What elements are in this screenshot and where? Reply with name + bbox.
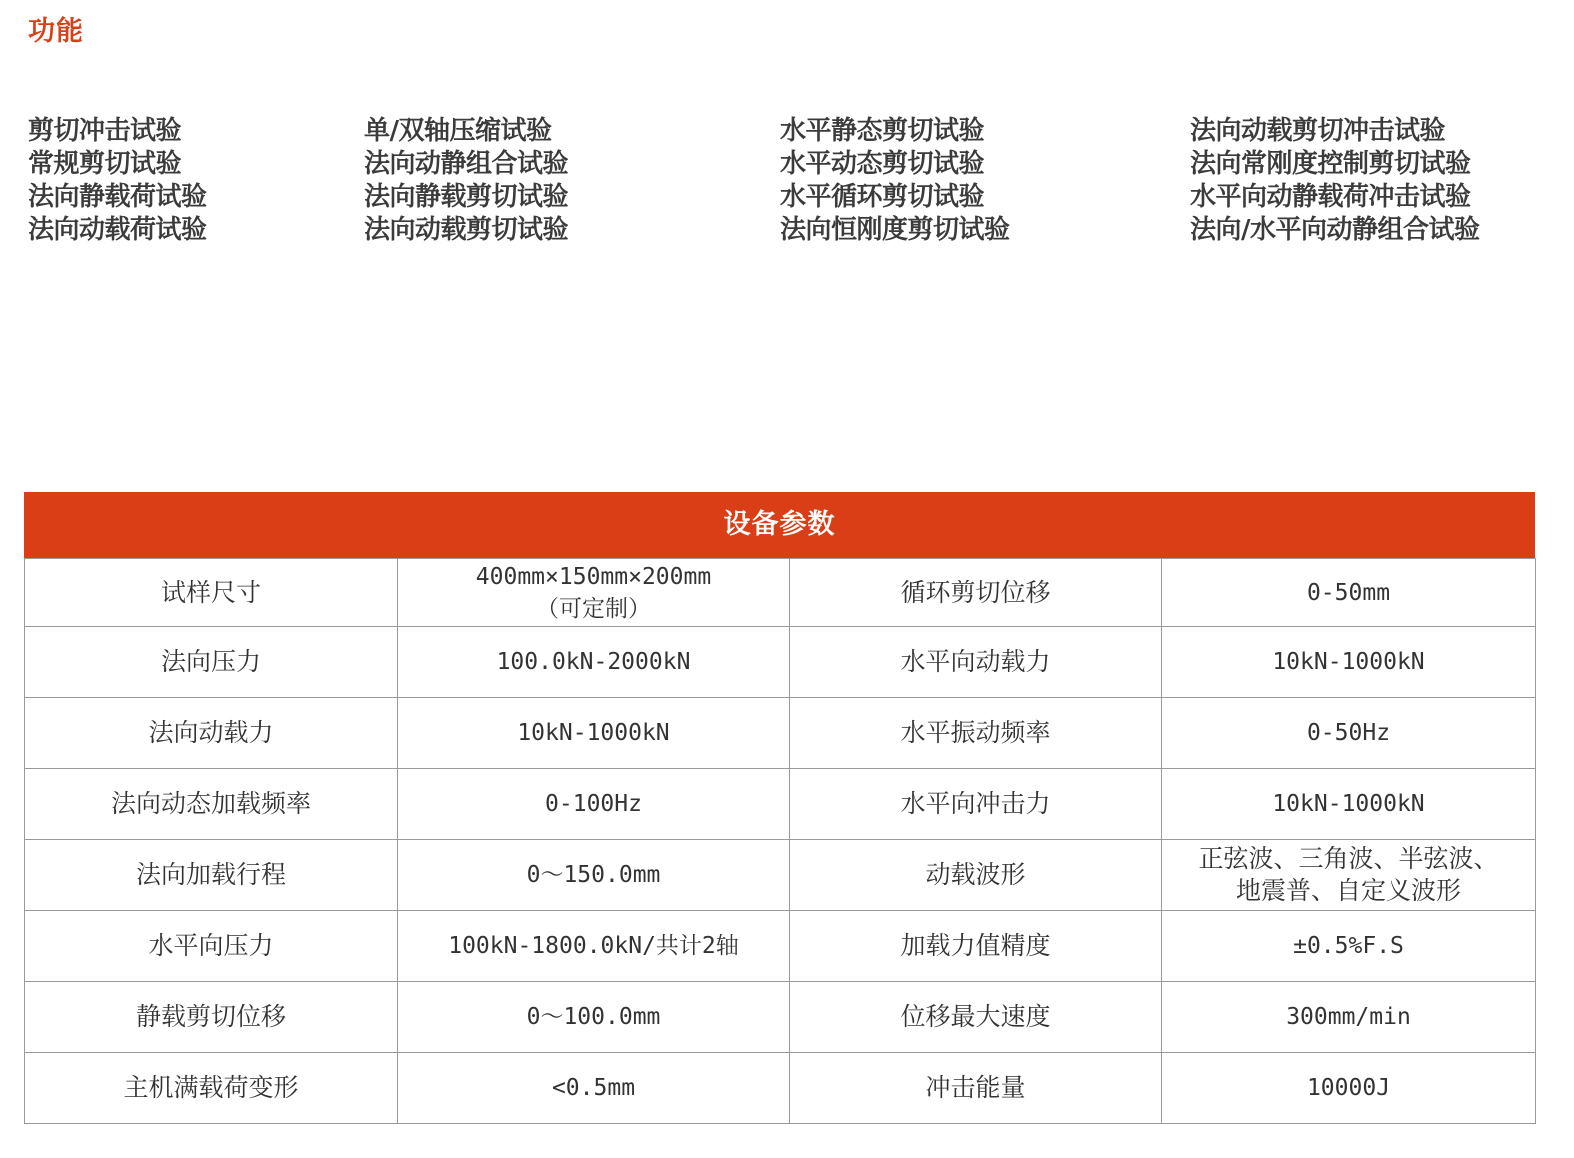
spec-value: 10kN-1000kN: [1162, 627, 1536, 698]
feature-item: 法向动载荷试验: [28, 215, 207, 245]
spec-value-line: （可定制）: [536, 595, 651, 622]
feature-item: 法向动载剪切冲击试验: [1190, 116, 1446, 146]
spec-label: 静载剪切位移: [25, 982, 398, 1053]
spec-label: 水平向压力: [25, 911, 398, 982]
spec-value-line: 正弦波、三角波、半弦波、: [1198, 844, 1499, 873]
spec-label: 法向动载力: [25, 698, 398, 769]
spec-label: 水平向动载力: [790, 627, 1162, 698]
spec-label: 水平向冲击力: [790, 769, 1162, 840]
spec-grid: [24, 558, 1536, 1124]
spec-value: [398, 559, 790, 627]
table-row: [25, 769, 1536, 840]
spec-label: 位移最大速度: [790, 982, 1162, 1053]
spec-value: 10kN-1000kN: [398, 698, 790, 769]
feature-column-4: [1190, 115, 1480, 247]
spec-value-line: 400mm×150mm×200mm: [475, 563, 712, 590]
feature-item: 水平动态剪切试验: [780, 149, 985, 179]
spec-label: 主机满载荷变形: [25, 1053, 398, 1124]
feature-item: 水平循环剪切试验: [780, 182, 985, 212]
table-row: [25, 840, 1536, 911]
feature-item: 法向动静组合试验: [364, 149, 569, 179]
spec-value: [1162, 840, 1536, 911]
feature-column-3: [780, 115, 1010, 247]
spec-value: ±0.5%F.S: [1162, 911, 1536, 982]
spec-value: 100.0kN-2000kN: [398, 627, 790, 698]
spec-label: 法向加载行程: [25, 840, 398, 911]
feature-item: 单/双轴压缩试验: [364, 116, 552, 146]
spec-value: 10kN-1000kN: [1162, 769, 1536, 840]
spec-label: 加载力值精度: [790, 911, 1162, 982]
spec-label: 法向压力: [25, 627, 398, 698]
spec-label: 试样尺寸: [25, 559, 398, 627]
spec-label: 动载波形: [790, 840, 1162, 911]
section-title: 功能: [28, 16, 84, 47]
feature-item: 法向静载剪切试验: [364, 182, 569, 212]
spec-value: 0～150.0mm: [398, 840, 790, 911]
table-row: [25, 559, 1536, 627]
spec-label: 法向动态加载频率: [25, 769, 398, 840]
feature-item: 法向恒刚度剪切试验: [780, 215, 1010, 245]
feature-item: 水平静态剪切试验: [780, 116, 985, 146]
feature-item: 水平向动静载荷冲击试验: [1190, 182, 1471, 212]
spec-value: 0-50mm: [1162, 559, 1536, 627]
spec-value: 300mm/min: [1162, 982, 1536, 1053]
spec-label: 水平振动频率: [790, 698, 1162, 769]
feature-column-2: [364, 115, 568, 247]
spec-value: 0-50Hz: [1162, 698, 1536, 769]
feature-list: [0, 115, 1574, 255]
feature-item: 常规剪切试验: [28, 149, 182, 179]
spec-value: <0.5mm: [398, 1053, 790, 1124]
table-row: [25, 698, 1536, 769]
feature-item: 法向/水平向动静组合试验: [1190, 215, 1480, 245]
feature-item: 法向动载剪切试验: [364, 215, 569, 245]
spec-label: 循环剪切位移: [790, 559, 1162, 627]
spec-value: 100kN-1800.0kN/共计2轴: [398, 911, 790, 982]
spec-value: 0～100.0mm: [398, 982, 790, 1053]
spec-value-line: 地震普、自定义波形: [1235, 876, 1461, 905]
spec-label: 冲击能量: [790, 1053, 1162, 1124]
table-row: [25, 1053, 1536, 1124]
feature-item: 剪切冲击试验: [28, 116, 182, 146]
table-row: [25, 911, 1536, 982]
feature-item: 法向静载荷试验: [28, 182, 207, 212]
spec-table: [24, 492, 1535, 1124]
feature-column-1: [28, 115, 207, 247]
spec-table-header: 设备参数: [24, 492, 1535, 558]
spec-value: 0-100Hz: [398, 769, 790, 840]
table-row: [25, 627, 1536, 698]
spec-value: 10000J: [1162, 1053, 1536, 1124]
table-row: [25, 982, 1536, 1053]
feature-item: 法向常刚度控制剪切试验: [1190, 149, 1471, 179]
